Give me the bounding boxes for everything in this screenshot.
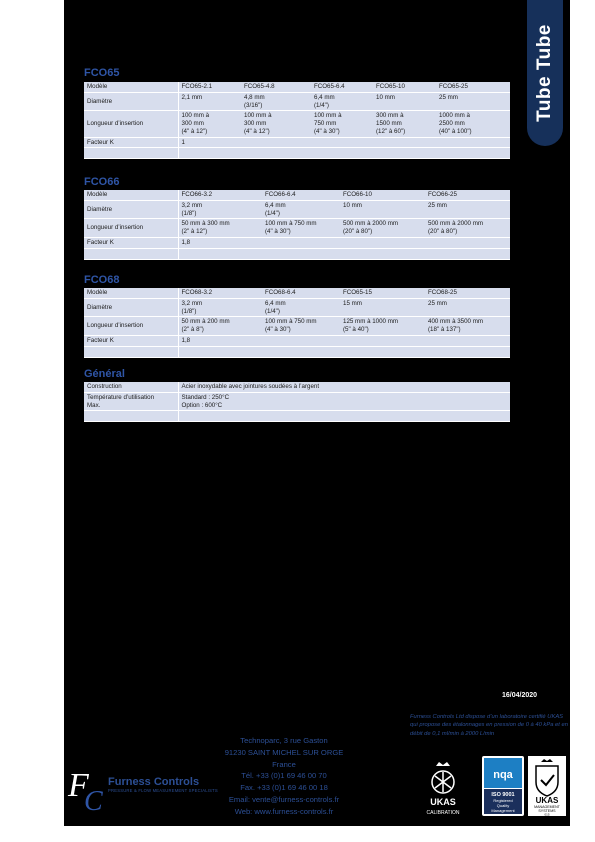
table-cell: 10 mm: [373, 92, 436, 111]
company-tagline: PRESSURE & FLOW MEASUREMENT SPECIALISTS: [108, 788, 218, 793]
table-row: [84, 335, 510, 346]
table-cell: 10 mm: [340, 200, 425, 219]
fax-line: Fax. +33 (0)1 69 46 00 18: [240, 783, 328, 793]
document-date: 16/04/2020: [502, 692, 538, 699]
table-spacer-row: [84, 148, 510, 159]
address-line: 91230 SAINT MICHEL SUR ORGE: [224, 747, 344, 757]
ukas-management-sub1: MANAGEMENT: [534, 805, 560, 809]
ukas-calibration-badge: [420, 760, 466, 818]
table-row: [84, 137, 510, 148]
row-label: Modèle: [84, 288, 178, 298]
row-label: Longueur d’insertion: [84, 219, 178, 238]
table-row: [84, 200, 510, 219]
table-cell: 125 mm à 1000 mm (5" à 40"): [340, 317, 425, 336]
table-cell: FCO65-6.4: [311, 82, 373, 92]
table-cell: [311, 137, 373, 148]
table-cell: 500 mm à 2000 mm (20" à 80"): [340, 219, 425, 238]
table-row: [84, 317, 510, 336]
table-row: [84, 111, 510, 137]
table-cell: [241, 137, 311, 148]
table-cell: Standard : 250°C Option : 600°C: [178, 392, 510, 411]
table-cell: FCO65-10: [373, 82, 436, 92]
table-cell: 50 mm à 200 mm (2" à 8"): [178, 317, 262, 336]
table-cell: 6,4 mm (1/4"): [262, 200, 340, 219]
table-cell: [340, 237, 425, 248]
table-cell: 4,8 mm (3/16"): [241, 92, 311, 111]
table-cell: [262, 248, 340, 259]
table-cell: 500 mm à 2000 mm (20" à 80"): [425, 219, 510, 238]
ukas-management-label: UKAS: [535, 796, 559, 805]
company-logo-text: [108, 776, 218, 793]
table-cell: FCO68-3.2: [178, 288, 262, 298]
row-label: Facteur K: [84, 137, 178, 148]
table-spacer-row: [84, 346, 510, 357]
table-cell: [436, 148, 510, 159]
table-cell: 25 mm: [436, 92, 510, 111]
table-cell: FCO65-15: [340, 288, 425, 298]
table-cell: 100 mm à 300 mm (4" à 12"): [178, 111, 241, 137]
table-cell: 3,2 mm (1/8"): [178, 200, 262, 219]
table-fco66: [84, 190, 510, 260]
table-cell: [262, 237, 340, 248]
table-cell: 25 mm: [425, 200, 510, 219]
table-cell: 100 mm à 750 mm (4" à 30"): [262, 317, 340, 336]
table-cell: [178, 148, 241, 159]
table-cell: 6,4 mm (1/4"): [262, 298, 340, 317]
section-title-general: Général: [84, 368, 125, 380]
iso-registered: Registered: [493, 798, 513, 803]
row-label: Diamètre: [84, 200, 178, 219]
table-cell: [178, 411, 510, 422]
table-row: [84, 219, 510, 238]
table-cell: [84, 346, 178, 357]
table-row: [84, 392, 510, 411]
table-cell: [241, 148, 311, 159]
table-cell: [425, 346, 510, 357]
table-cell: Acier inoxydable avec jointures soudées à l’argent: [178, 382, 510, 392]
table-cell: [84, 411, 178, 422]
row-label: Facteur K: [84, 335, 178, 346]
company-name: Furness Controls: [108, 776, 200, 788]
table-cell: [340, 335, 425, 346]
table-cell: [425, 237, 510, 248]
table-cell: FCO68-6.4: [262, 288, 340, 298]
table-cell: 1,8: [178, 335, 262, 346]
table-cell: 2,1 mm: [178, 92, 241, 111]
website-link[interactable]: Web: www.furness-controls.fr: [234, 806, 334, 816]
table-spacer-row: [84, 411, 510, 422]
ukas-label: UKAS: [430, 797, 456, 807]
section-title-fco65: FCO65: [84, 67, 120, 79]
table-cell: [425, 335, 510, 346]
table-cell: FCO66-6.4: [262, 190, 340, 200]
table-cell: 1000 mm à 2500 mm (40" à 100"): [436, 111, 510, 137]
table-cell: [84, 148, 178, 159]
document-page: [64, 0, 570, 826]
table-cell: 100 mm à 300 mm (4" à 12"): [241, 111, 311, 137]
table-row: [84, 298, 510, 317]
iso9001-badge: [482, 756, 524, 816]
table-cell: FCO66-3.2: [178, 190, 262, 200]
table-fco65: [84, 82, 510, 159]
table-cell: FCO66-10: [340, 190, 425, 200]
table-cell: 100 mm à 750 mm (4" à 30"): [311, 111, 373, 137]
iso-management: Management: [491, 808, 515, 813]
table-cell: [373, 137, 436, 148]
table-cell: 1: [178, 137, 241, 148]
table-spacer-row: [84, 248, 510, 259]
svg-text:C: C: [84, 786, 103, 814]
phone-line: Tél. +33 (0)1 69 46 00 70: [241, 771, 327, 781]
row-label: Modèle: [84, 82, 178, 92]
table-cell: FCO66-25: [425, 190, 510, 200]
table-row: [84, 237, 510, 248]
nqa-label: nqa: [493, 769, 513, 781]
table-cell: 1,8: [178, 237, 262, 248]
table-cell: FCO65-25: [436, 82, 510, 92]
table-cell: [311, 148, 373, 159]
table-cell: [178, 346, 262, 357]
table-row: [84, 288, 510, 298]
row-label: Diamètre: [84, 92, 178, 111]
table-cell: [262, 346, 340, 357]
table-cell: [436, 137, 510, 148]
table-row: [84, 190, 510, 200]
iso-label: ISO 9001: [491, 792, 515, 798]
table-cell: [178, 248, 262, 259]
table-cell: [340, 346, 425, 357]
table-cell: 25 mm: [425, 298, 510, 317]
ukas-sublabel: CALIBRATION: [426, 810, 460, 816]
address-line: France: [272, 759, 296, 769]
table-cell: 300 mm à 1500 mm (12" à 60"): [373, 111, 436, 137]
table-general: [84, 382, 510, 422]
table-cell: 3,2 mm (1/8"): [178, 298, 262, 317]
company-logo-icon: [66, 762, 106, 814]
ukas-management-number: 015: [544, 812, 550, 816]
table-cell: 15 mm: [340, 298, 425, 317]
table-row: [84, 382, 510, 392]
table-cell: 50 mm à 300 mm (2" à 12"): [178, 219, 262, 238]
row-label: Construction: [84, 382, 178, 392]
table-cell: 6,4 mm (1/4"): [311, 92, 373, 111]
table-cell: 100 mm à 750 mm (4" à 30"): [262, 219, 340, 238]
table-cell: FCO68-25: [425, 288, 510, 298]
company-address: [204, 735, 364, 817]
row-label: Facteur K: [84, 237, 178, 248]
table-cell: [262, 335, 340, 346]
side-tab-label: Tube Tube: [534, 24, 556, 122]
table-cell: [373, 148, 436, 159]
table-cell: FCO65-2.1: [178, 82, 241, 92]
ukas-management-badge: [528, 756, 566, 816]
table-cell: FCO65-4.8: [241, 82, 311, 92]
row-label: Température d’utilisation Max.: [84, 392, 178, 411]
row-label: Diamètre: [84, 298, 178, 317]
email-link[interactable]: Email: vente@furness-controls.fr: [228, 794, 340, 804]
table-cell: [425, 248, 510, 259]
row-label: Modèle: [84, 190, 178, 200]
ukas-management-sub2: SYSTEMS: [538, 809, 556, 813]
table-cell: [84, 248, 178, 259]
row-label: Longueur d’insertion: [84, 317, 178, 336]
section-title-fco68: FCO68: [84, 274, 120, 286]
table-cell: 400 mm à 3500 mm (18" à 137"): [425, 317, 510, 336]
calibration-note: Furness Controls Ltd dispose d’un laboratoire certifié UKAS qui propose des étalonnages en pression de 0 à 40 kPa et en débit de 0,1 ml/min à 2000 L/min: [410, 714, 568, 737]
side-tab: [527, 0, 563, 146]
table-cell: [340, 248, 425, 259]
svg-text:F: F: [68, 767, 89, 804]
section-title-fco66: FCO66: [84, 176, 120, 188]
table-row: [84, 82, 510, 92]
table-row: [84, 92, 510, 111]
row-label: Longueur d’insertion: [84, 111, 178, 137]
iso-quality: Quality: [496, 803, 510, 808]
address-line: Technoparc, 3 rue Gaston: [240, 736, 328, 745]
table-fco68: [84, 288, 510, 358]
